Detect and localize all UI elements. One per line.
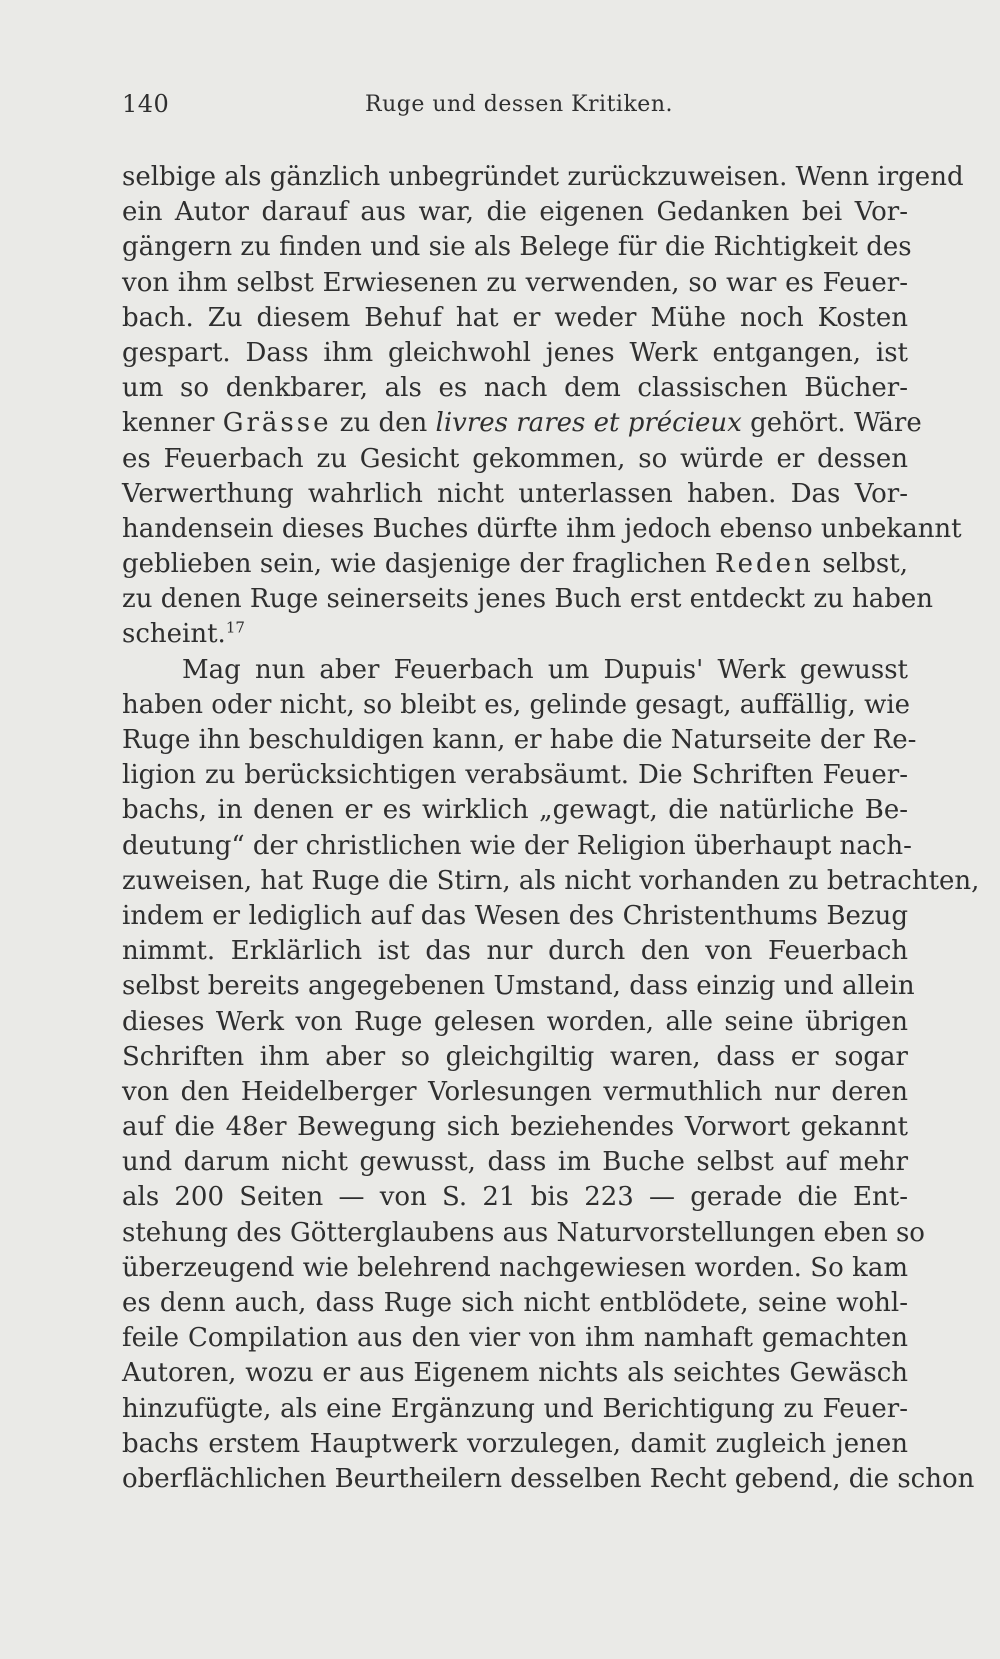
text-line: von den Heidelberger Vorlesungen vermuthlich nur deren — [122, 1076, 908, 1107]
text-line-mixed — [122, 406, 922, 441]
spaced-word: Reden — [715, 549, 814, 580]
text-line: deutung“ der christlichen wie der Religion überhaupt nach- — [122, 830, 912, 861]
text-line: indem er lediglich auf das Wesen des Christenthums Bezug — [122, 900, 908, 931]
text-line: auf die 48er Bewegung sich beziehendes Vorwort gekannt — [122, 1112, 908, 1143]
text-line: Schriften ihm aber so gleichgiltig waren, dass er sogar — [122, 1041, 908, 1072]
text-line: Autoren, wozu er aus Eigenem nichts als seichtes Gewäsch — [122, 1358, 908, 1389]
running-head-title: Ruge und dessen Kritiken. — [365, 92, 673, 117]
text-line: dieses Werk von Ruge gelesen worden, alle seine übrigen — [122, 1006, 908, 1037]
text-line: selbige als gänzlich unbegründet zurückzuweisen. Wenn irgend — [122, 162, 964, 192]
paragraph-end-line — [122, 617, 908, 652]
text-line: überzeugend wie belehrend nachgewiesen worden. So kam — [122, 1252, 908, 1283]
text-line: als 200 Seiten — von S. 21 bis 223 — gerade die Ent- — [122, 1182, 908, 1213]
text-segment: kenner — [122, 408, 223, 439]
text-line: haben oder nicht, so bleibt es, gelinde gesagt, auffällig, wie — [122, 689, 911, 720]
text-line: zuweisen, hat Ruge die Stirn, als nicht vorhanden zu betrachten, — [122, 865, 980, 896]
text-line: bach. Zu diesem Behuf hat er weder Mühe noch Kosten — [122, 302, 908, 333]
text-line: gängern zu finden und sie als Belege für die Richtigkeit des — [122, 232, 912, 263]
text-segment: geblieben sein, wie dasjenige der fraglichen — [122, 549, 716, 580]
text-line: feile Compilation aus den vier von ihm namhaft gemachten — [122, 1323, 908, 1354]
footnote-marker: 17 — [225, 618, 245, 637]
text-line: handensein dieses Buches dürfte ihm jedoch ebenso unbekannt — [122, 513, 962, 544]
text-line: und darum nicht gewusst, dass im Buche selbst auf mehr — [122, 1147, 908, 1178]
text-line: gespart. Dass ihm gleichwohl jenes Werk entgangen, ist — [122, 337, 908, 368]
text-line: von ihm selbst Erwiesenen zu verwenden, so war es Feuer- — [122, 267, 908, 298]
text-segment: scheint. — [122, 619, 226, 650]
text-line: stehung des Götterglaubens aus Naturvorstellungen eben so — [122, 1217, 925, 1248]
paragraph-first-line: Mag nun aber Feuerbach um Dupuis' Werk gewusst — [182, 654, 908, 685]
text-segment: gehört. Wäre — [741, 408, 922, 439]
text-segment: selbst, — [813, 549, 908, 580]
text-segment: zu den — [331, 408, 436, 439]
spaced-name: Grässe — [222, 408, 332, 439]
text-line: es denn auch, dass Ruge sich nicht entblödete, seine wohl- — [122, 1288, 908, 1318]
text-line: bachs, in denen er es wirklich „gewagt, die natürliche Be- — [122, 795, 908, 826]
running-head — [0, 0, 1000, 150]
body-text — [122, 160, 980, 1497]
text-line: Verwerthung wahrlich nicht unterlassen haben. Das Vor- — [122, 478, 908, 509]
text-line: um so denkbarer, als es nach dem classischen Bücher- — [122, 373, 908, 404]
text-line: ein Autor darauf aus war, die eigenen Gedanken bei Vor- — [122, 197, 908, 228]
italic-phrase: livres rares et précieux — [435, 408, 742, 439]
text-line-mixed — [122, 547, 908, 582]
text-line: oberflächlichen Beurtheilern desselben Recht gebend, die schon — [122, 1463, 975, 1494]
text-line: selbst bereits angegebenen Umstand, dass einzig und allein — [122, 971, 915, 1002]
text-line: Ruge ihn beschuldigen kann, er habe die Naturseite der Re- — [122, 725, 917, 755]
text-line: bachs erstem Hauptwerk vorzulegen, damit zugleich jenen — [122, 1428, 908, 1459]
text-line: nimmt. Erklärlich ist das nur durch den von Feuerbach — [122, 936, 908, 967]
text-line: ligion zu berücksichtigen verabsäumt. Die Schriften Feuer- — [122, 760, 908, 791]
text-line: hinzufügte, als eine Ergänzung und Berichtigung zu Feuer- — [122, 1393, 908, 1424]
text-line: zu denen Ruge seinerseits jenes Buch erst entdeckt zu haben — [122, 584, 934, 615]
text-line: es Feuerbach zu Gesicht gekommen, so würde er dessen — [122, 443, 908, 474]
page-number: 140 — [122, 90, 170, 118]
